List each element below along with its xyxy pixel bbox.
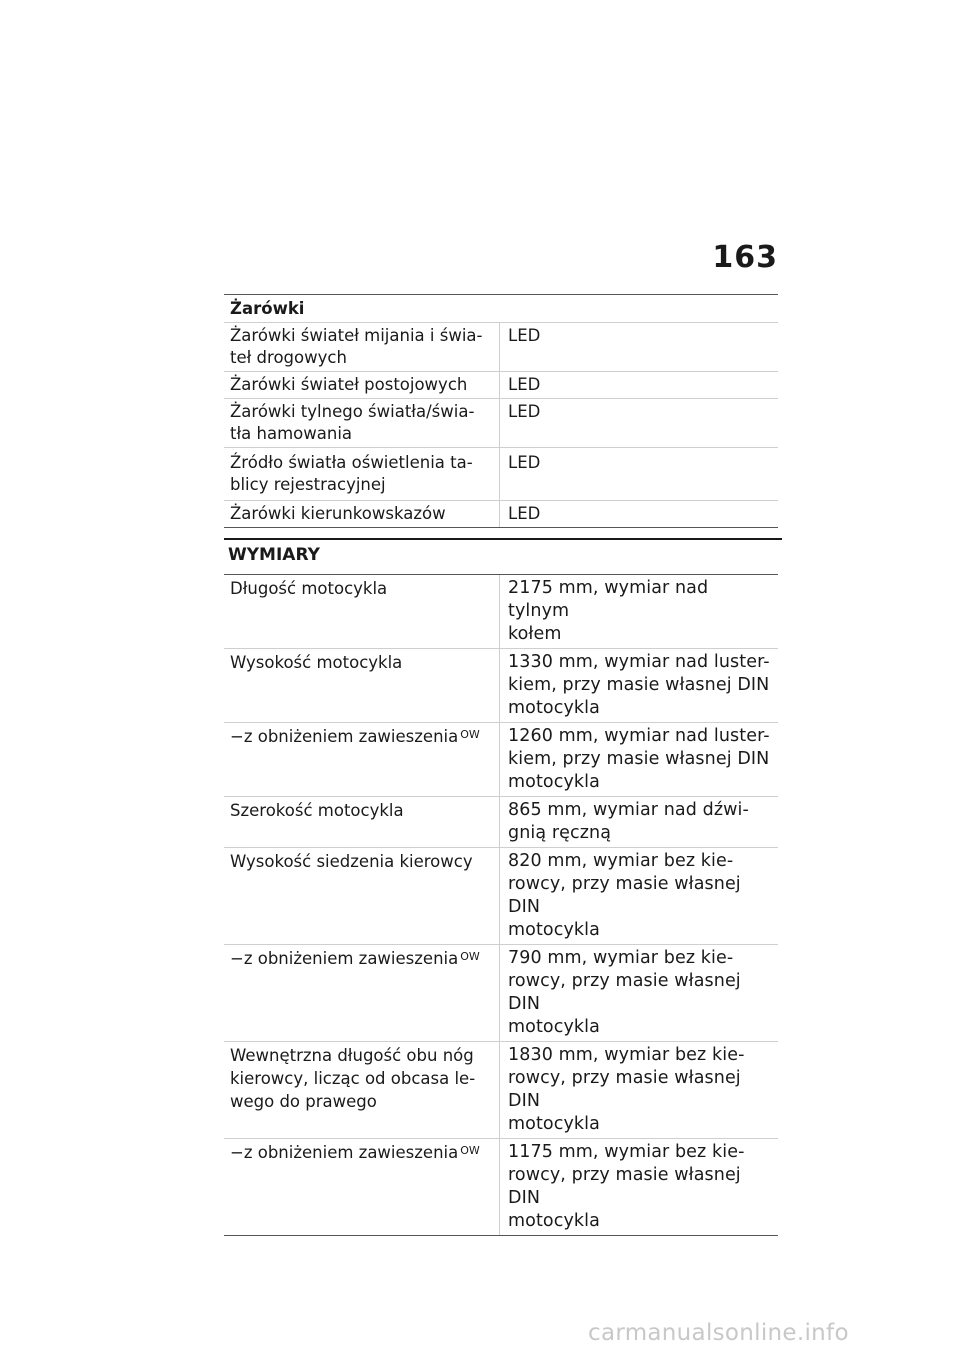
- row-value: LED: [508, 453, 541, 472]
- table-row: [224, 1139, 778, 1236]
- row-label: Źródło światła oświetlenia ta- blicy rejestracyjnej: [224, 448, 500, 500]
- row-label: Żarówki kierunkowskazów: [224, 501, 500, 527]
- table-row: [224, 723, 778, 797]
- row-label-cell: [224, 1139, 500, 1235]
- row-value: 820 mm, wymiar bez kie- rowcy, przy masie własnej DIN motocykla: [508, 851, 741, 940]
- table-row: [224, 649, 778, 723]
- row-value: 2175 mm, wymiar nad tylnym kołem: [508, 578, 709, 644]
- page-number: 163: [712, 240, 778, 275]
- row-value: LED: [508, 375, 541, 394]
- row-label: −z obniżeniem zawieszenia: [230, 727, 459, 746]
- row-label: −z obniżeniem zawieszenia: [230, 1143, 459, 1162]
- table-row: [224, 848, 778, 945]
- row-label: Wysokość siedzenia kierowcy: [224, 848, 500, 944]
- watermark: carmanualsonline.info: [588, 1320, 849, 1346]
- row-value: LED: [508, 326, 541, 345]
- table-row: [224, 1042, 778, 1139]
- row-value: LED: [508, 504, 541, 523]
- row-value: 1830 mm, wymiar bez kie- rowcy, przy masie własnej DIN motocykla: [508, 1045, 745, 1134]
- row-value: 1330 mm, wymiar nad luster- kiem, przy masie własnej DIN motocykla: [508, 652, 770, 718]
- dimensions-title: WYMIARY: [224, 538, 782, 565]
- row-label: Szerokość motocykla: [224, 797, 500, 847]
- ow-superscript: OW: [460, 950, 480, 963]
- table-row: [224, 501, 778, 528]
- row-value: 790 mm, wymiar bez kie- rowcy, przy masie własnej DIN motocykla: [508, 948, 741, 1037]
- row-value: 1260 mm, wymiar nad luster- kiem, przy masie własnej DIN motocykla: [508, 726, 770, 792]
- table-row: [224, 399, 778, 448]
- table-row: [224, 945, 778, 1042]
- table-row: [224, 323, 778, 372]
- row-label: −z obniżeniem zawieszenia: [230, 949, 459, 968]
- row-label: Żarówki świateł mijania i świa- teł drogowych: [224, 323, 500, 371]
- row-label: Długość motocykla: [224, 575, 500, 648]
- row-label: Wysokość motocykla: [224, 649, 500, 722]
- row-value: 865 mm, wymiar nad dźwi- gnią ręczną: [508, 800, 749, 843]
- table-row: [224, 448, 778, 501]
- table-row: [224, 575, 778, 649]
- bulbs-table-title: Żarówki: [224, 295, 778, 323]
- row-label: Żarówki świateł postojowych: [224, 372, 500, 398]
- row-value: 1175 mm, wymiar bez kie- rowcy, przy masie własnej DIN motocykla: [508, 1142, 745, 1231]
- table-row: [224, 797, 778, 848]
- ow-superscript: OW: [460, 1144, 480, 1157]
- row-label-cell: [224, 723, 500, 796]
- ow-superscript: OW: [460, 728, 480, 741]
- row-label-cell: [224, 945, 500, 1041]
- row-value: LED: [508, 402, 541, 421]
- table-row: [224, 372, 778, 399]
- row-label: Żarówki tylnego światła/świa- tła hamowania: [224, 399, 500, 447]
- dimensions-table: [224, 574, 778, 1236]
- bulbs-table: [224, 294, 778, 528]
- row-label: Wewnętrzna długość obu nóg kierowcy, licząc od obcasa le- wego do prawego: [224, 1042, 500, 1138]
